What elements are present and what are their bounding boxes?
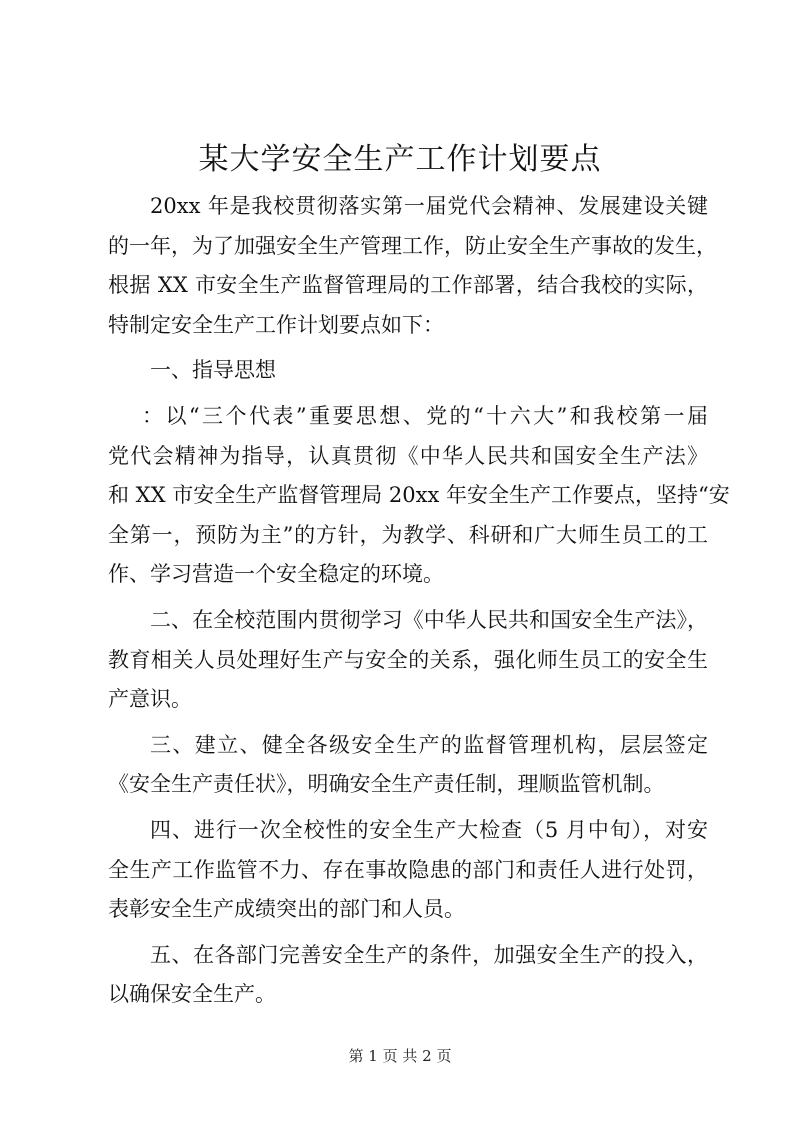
paragraph-line: 《安全生产责任状》，明确安全生产责任制，理顺监管机制。 [108,772,665,797]
paragraph-line: 全生产工作监管不力、存在事故隐患的部门和责任人进行处罚， [108,857,708,882]
paragraph-line: 三、建立、健全各级安全生产的监督管理机构，层层签定 [150,732,708,757]
section-heading: 一、指导思想 [150,358,276,383]
paragraph-line: 20xx 年是我校贯彻落实第一届党代会精神、发展建设关键 [150,194,708,218]
paragraph-line: 的一年，为了加强安全生产管理工作，防止安全生产事故的发生， [108,233,717,258]
paragraph-line: ：以“三个代表”重要思想、党的“十六大”和我校第一届 [142,403,708,428]
paragraph-line: 以确保安全生产。 [108,982,276,1007]
paragraph-line: 全第一，预防为主”的方针，为教学、科研和广大师生员工的工 [108,522,708,547]
paragraph-line: 四、进行一次全校性的安全生产大检查（5 月中旬），对安 [150,817,708,842]
paragraph-line: 五、在各部门完善安全生产的条件，加强安全生产的投入， [150,942,708,967]
paragraph-line: 和 XX 市安全生产监督管理局 20xx 年安全生产工作要点，坚持“安 [108,483,730,508]
paragraph-line: 教育相关人员处理好生产与安全的关系，强化师生员工的安全生 [108,647,708,672]
paragraph-line: 二、在全校范围内贯彻学习《中华人民共和国安全生产法》， [150,607,708,632]
paragraph-line: 党代会精神为指导，认真贯彻《中华人民共和国安全生产法》 [108,443,708,468]
page-footer: 第 1 页 共 2 页 [348,1047,452,1065]
document-body [108,187,730,1015]
paragraph-line: 特制定安全生产工作计划要点如下： [108,312,444,337]
paragraph-line: 表彰安全生产成绩突出的部门和人员。 [108,897,465,922]
paragraph-line: 作、学习营造一个安全稳定的环境。 [108,562,444,587]
page-title: 某大学安全生产工作计划要点 [198,142,602,177]
paragraph-line: 产意识。 [108,687,192,712]
paragraph-line: 根据 XX 市安全生产监督管理局的工作部署，结合我校的实际， [108,273,708,298]
